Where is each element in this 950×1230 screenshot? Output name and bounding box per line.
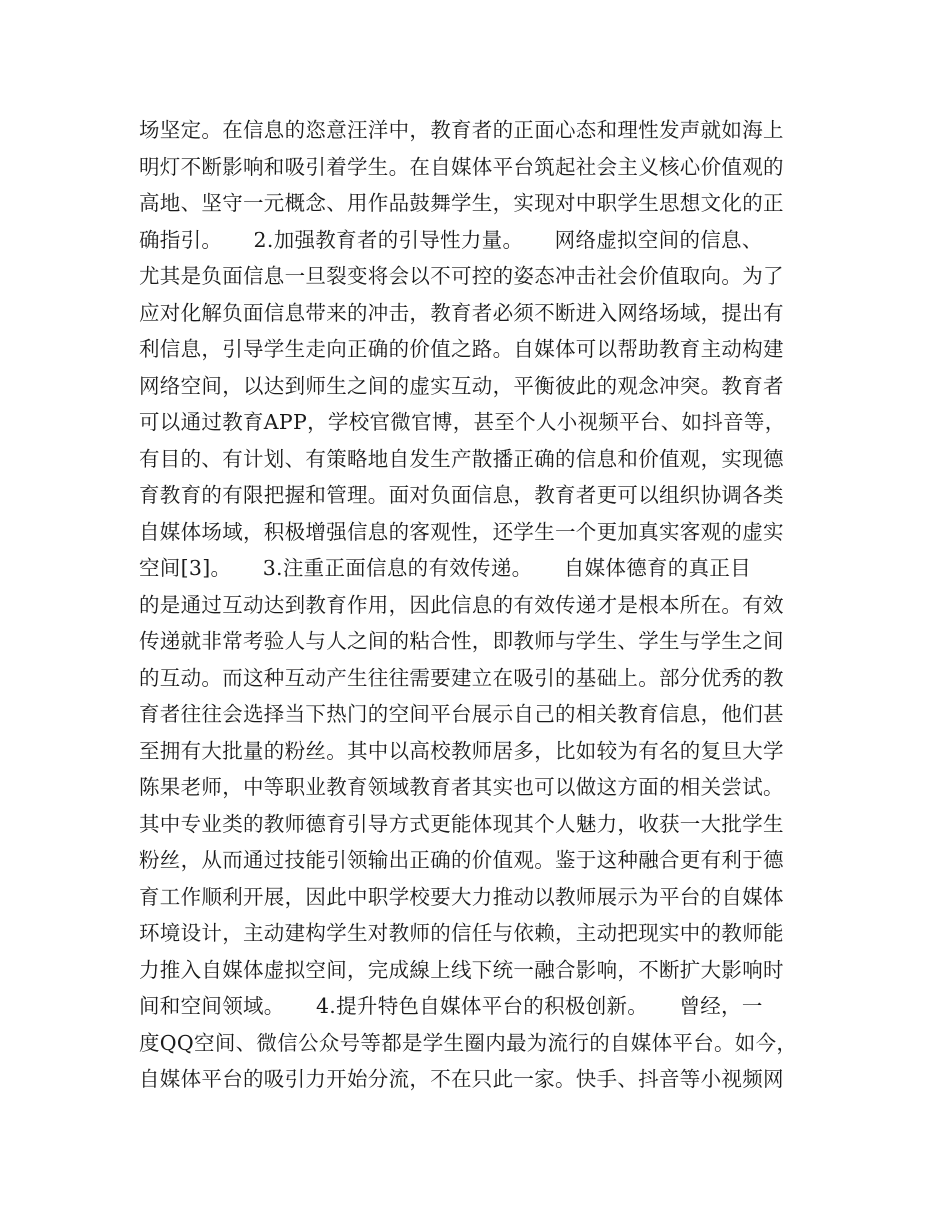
text-line: 粉丝，从而通过技能引领输出正确的价值观。鉴于这种融合更有利于德 (139, 848, 784, 872)
text-line: 度QQ空间、微信公众号等都是学生圈内最为流行的自媒体平台。如今， (139, 1030, 798, 1055)
text-line: 明灯不断影响和吸引着学生。在自媒体平台筑起社会主义核心价值观的 (139, 154, 784, 179)
text-line: 力推入自媒体虚拟空间，完成線上线下统一融合影响，不断扩大影响时 (139, 957, 784, 982)
text-line: 环境设计，主动建构学生对教师的信任与依赖，主动把现实中的教师能 (139, 921, 784, 945)
text-line: 间和空间领域。 4.提升特色自媒体平台的积极创新。 曾经，一 (139, 994, 763, 1018)
text-line: 场坚定。在信息的恣意汪洋中，教育者的正面心态和理性发声就如海上 (139, 118, 784, 142)
text-line: 育者往往会选择当下热门的空间平台展示自己的相关教育信息，他们甚 (139, 702, 784, 726)
text-line: 有目的、有计划、有策略地自发生产散播正确的信息和价值观，实现德 (139, 446, 784, 471)
text-line: 的是通过互动达到教育作用，因此信息的有效传递才是根本所在。有效 (139, 592, 784, 617)
text-line: 尤其是负面信息一旦裂变将会以不可控的姿态冲击社会价值取向。为了 (139, 264, 784, 288)
body-text (139, 112, 839, 1098)
text-line: 自媒体场域，积极增强信息的客观性，还学生一个更加真实客观的虚实 (139, 519, 784, 544)
text-line: 其中专业类的教师德育引导方式更能体现其个人魅力，收获一大批学生 (139, 811, 784, 836)
text-line: 空间[3]。 3.注重正面信息的有效传递。 自媒体德育的真正目 (139, 556, 751, 580)
text-line: 高地、坚守一元概念、用作品鼓舞学生，实现对中职学生思想文化的正 (139, 191, 784, 215)
text-line: 育教育的有限把握和管理。面对负面信息，教育者更可以组织协调各类 (139, 483, 784, 507)
text-line: 可以通过教育APP，学校官微官博，甚至个人小视频平台、如抖音等， (139, 410, 786, 434)
text-line: 的互动。而这种互动产生往往需要建立在吸引的基础上。部分优秀的教 (139, 665, 784, 690)
text-line: 确指引。 2.加强教育者的引导性力量。 网络虚拟空间的信息、 (139, 227, 763, 252)
text-line: 应对化解负面信息带来的冲击，教育者必须不断进入网络场域，提出有 (139, 300, 784, 325)
text-line: 至拥有大批量的粉丝。其中以高校教师居多，比如较为有名的复旦大学 (139, 738, 784, 763)
text-line: 传递就非常考验人与人之间的粘合性，即教师与学生、学生与学生之间 (139, 629, 784, 653)
text-line: 网络空间，以达到师生之间的虚实互动，平衡彼此的观念冲突。教育者 (139, 373, 784, 398)
text-line: 陈果老师，中等职业教育领域教育者其实也可以做这方面的相关尝试。 (139, 775, 784, 799)
text-line: 自媒体平台的吸引力开始分流，不在只此一家。快手、抖音等小视频网 (139, 1067, 784, 1091)
text-line: 利信息，引导学生走向正确的价值之路。自媒体可以帮助教育主动构建 (139, 337, 784, 361)
text-line: 育工作顺利开展，因此中职学校要大力推动以教师展示为平台的自媒体 (139, 884, 784, 909)
